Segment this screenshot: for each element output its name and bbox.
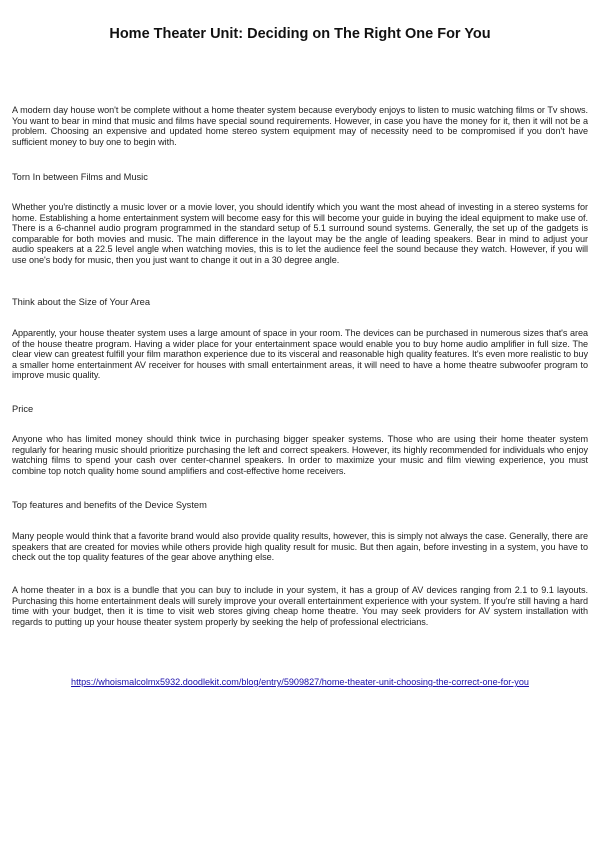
section-heading: Top features and benefits of the Device System [12, 500, 207, 510]
page-title: Home Theater Unit: Deciding on The Right One For You [109, 26, 491, 42]
section-paragraph: Apparently, your house theater system uses a large amount of space in your room. The devices can be purchased in numerous sizes that's area of the house theatre program. Having a wider place for your entertainment space would enable you to buy home audio amplifier in full size. The clear view can greatest fulfill your film marathon experience due to its visceral and reasonable high quality features. It's even more realistic to buy a smaller home entertainment AV receiver for houses with small entertainment areas, it will need to have a home theatre subwoofer program to improve music quality. [12, 328, 588, 381]
intro-paragraph: A modern day house won't be complete without a home theater system because everybody enjoys to listen to music watching films or Tv shows. You want to bear in mind that music and films have special sound requirements. However, in case you have the money for it, then it will not be a problem. Choosing an expensive and updated home stereo system equipment may of necessity need to be compromised if you don't have sufficient money to buy one to begin with. [12, 105, 588, 147]
source-link[interactable]: https://whoismalcolmx5932.doodlekit.com/blog/entry/5909827/home-theater-unit-choosing-the-correct-one-for-you [71, 677, 529, 687]
section-heading: Torn In between Films and Music [12, 172, 148, 182]
section-heading: Price [12, 404, 34, 414]
section-paragraph: Many people would think that a favorite brand would also provide quality results, however, this is simply not always the case. Generally, there are speakers that are created for movies while others provide high quality result for music. But then again, before investing in a system, you have to check out the top quality features of the gear above anything else. [12, 531, 588, 563]
section-paragraph: A home theater in a box is a bundle that you can buy to include in your system, it has a group of AV devices ranging from 2.1 to 9.1 layouts. Purchasing this home entertainment deals will surely improve your overall entertainment experience with your system. If you're still having a hard time with your budget, then it is time to visit web stores giving cheap home theatre. You may seek providers for AV system installation with regards to putting up your house theater system properly by seeking the help of professional electricians. [12, 585, 588, 627]
section-heading: Think about the Size of Your Area [12, 297, 151, 307]
section-paragraph: Anyone who has limited money should think twice in purchasing bigger speaker systems. Those who are using their home theater system regularly for hearing music should prioritize purchasing the left and correct speakers. However, its highly recommended for individuals who enjoy watching films to spend your cash over center-channel speakers. In order to maximize your music and film viewing experience, you must combine top notch quality home sound amplifiers and cost-effective home receivers. [12, 434, 588, 476]
section-paragraph: Whether you're distinctly a music lover or a movie lover, you should identify which you want the most ahead of investing in a stereo systems for home. Establishing a home entertainment system will become easy for this will become your guide in buying the ideal equipment to make use of. There is a 6-channel audio program programmed in the standard setup of 5.1 surround sound systems. Generally, the set up of the gadgets is comparable for both movies and music. The main difference in the layout may be the angle of leading speakers. Bear in mind to adjust your audio speakers at a 22.5 level angle when watching movies, this is to let the audience feel the sound because they watch. However, if you will use one's body for music, then you just want to change it out in a 30 degree angle. [12, 202, 588, 265]
